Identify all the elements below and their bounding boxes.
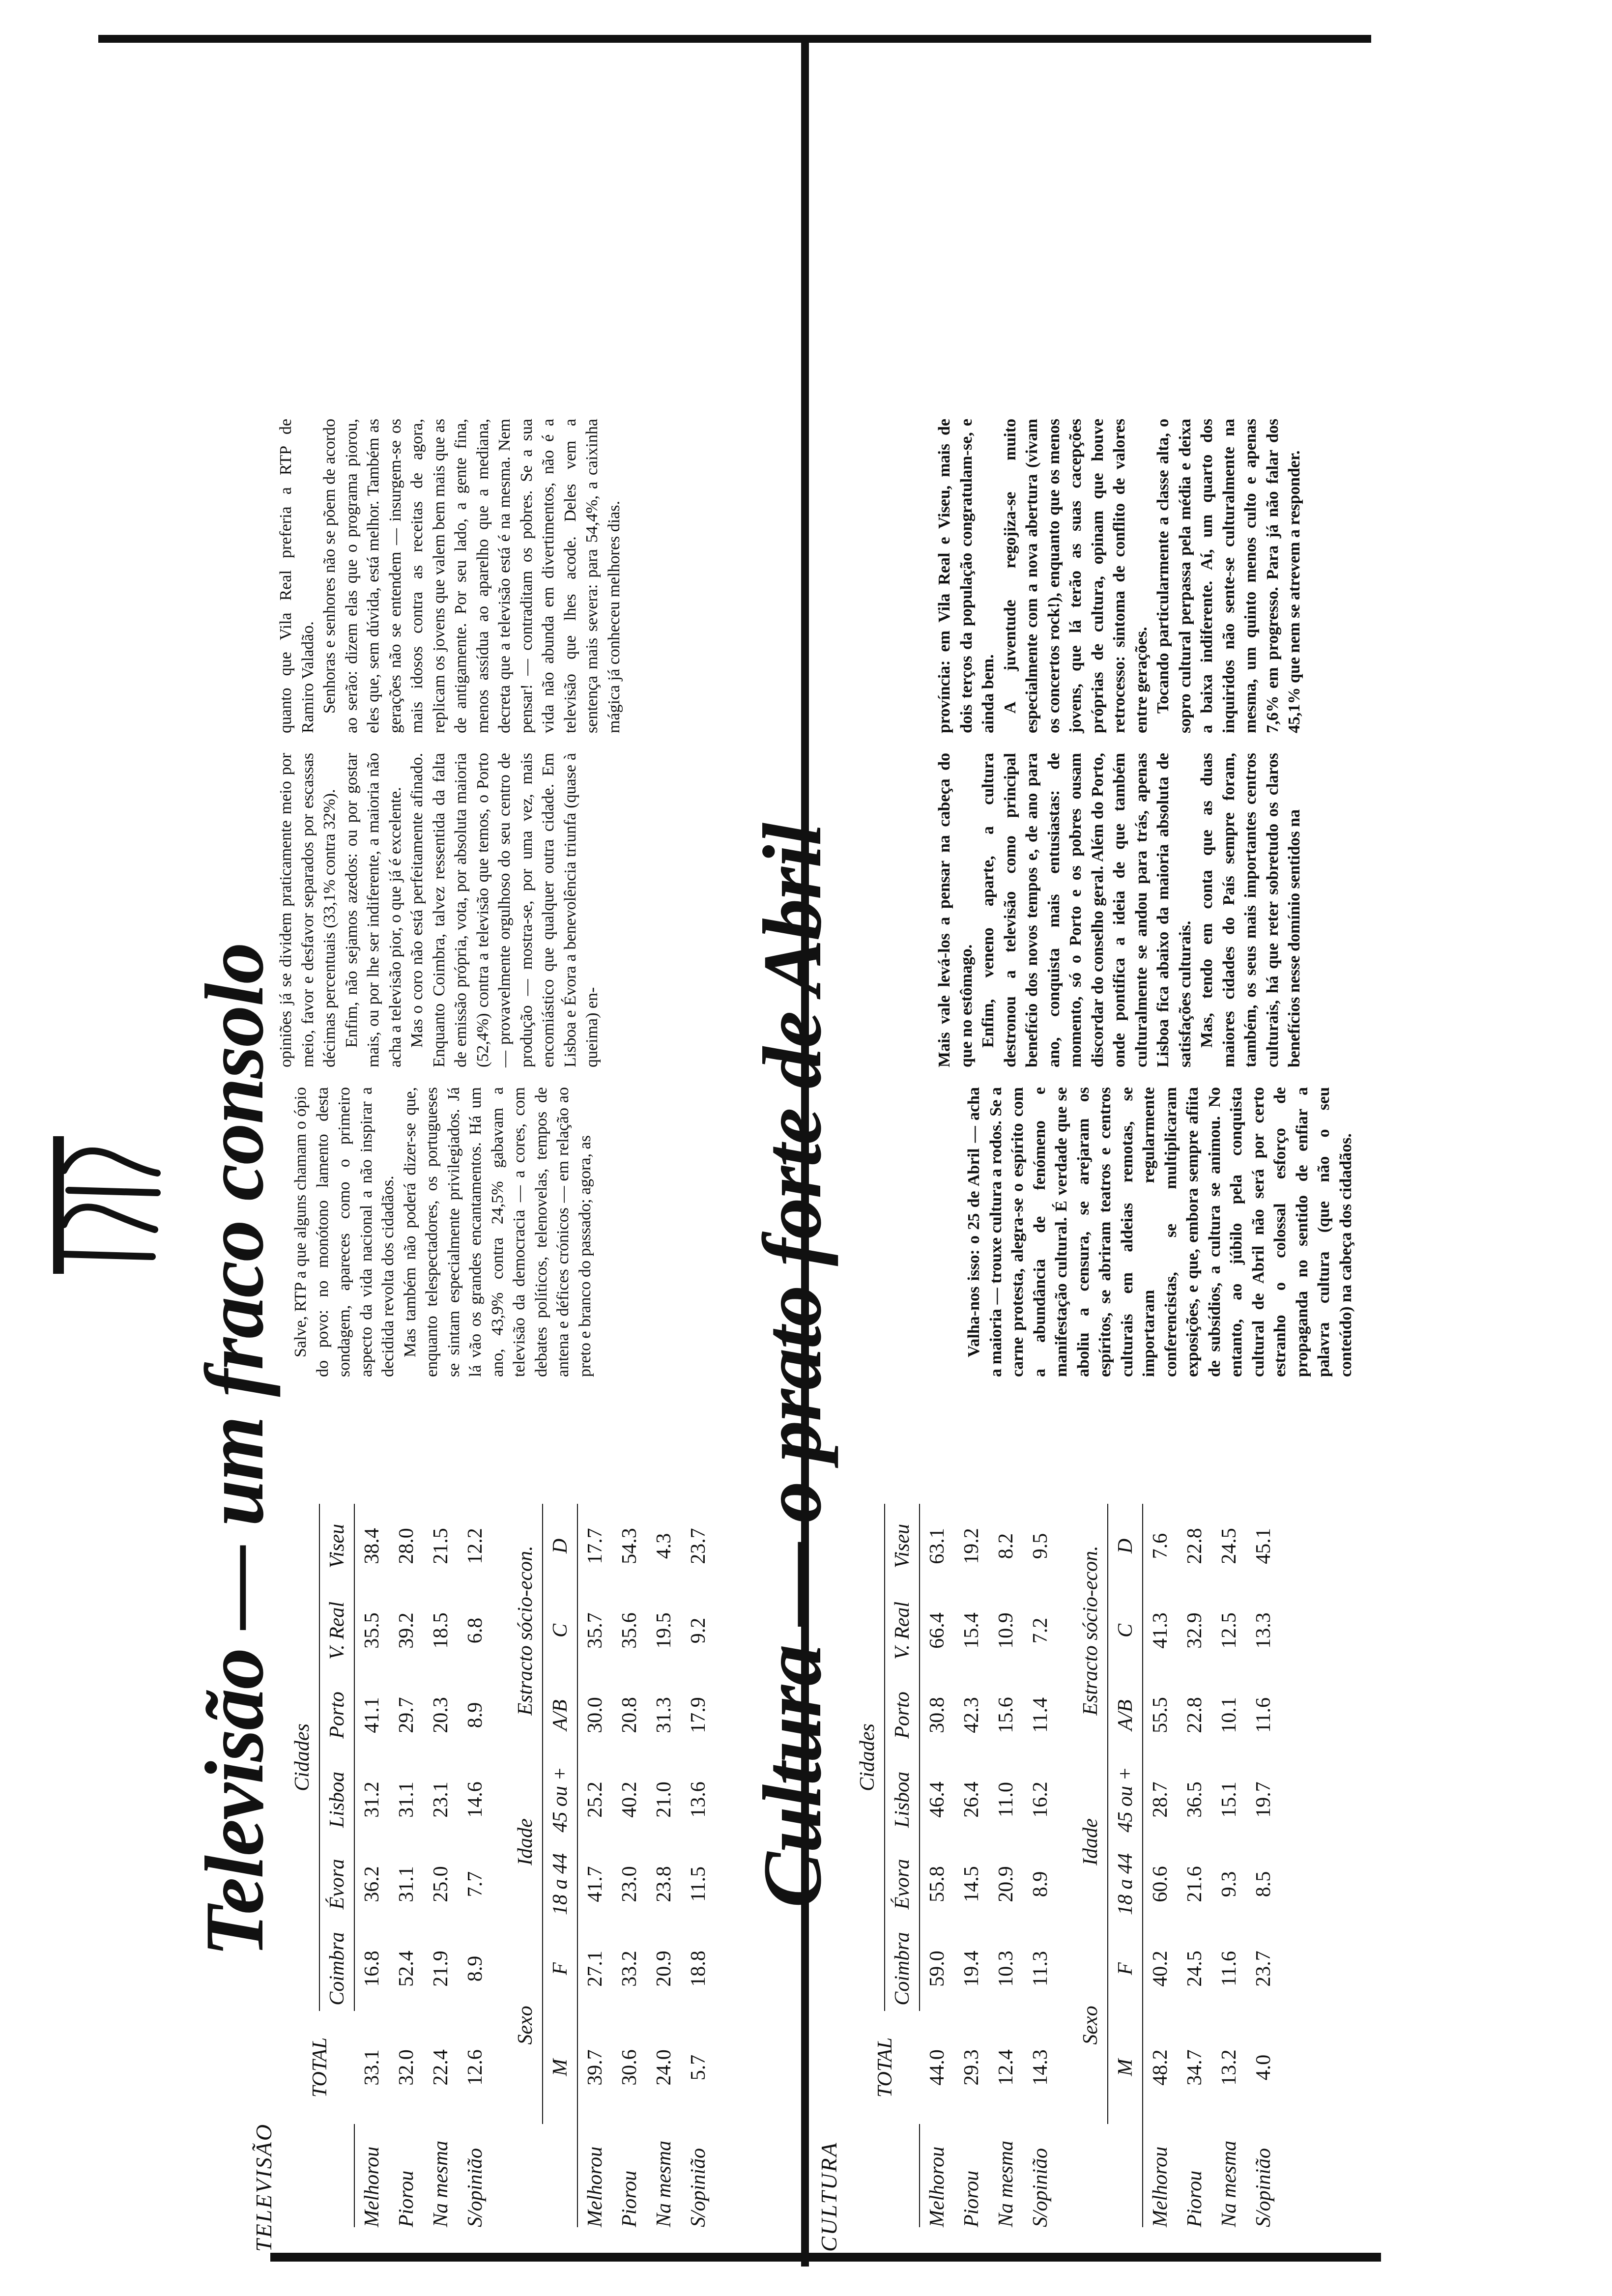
row-label: Na mesma [653, 2140, 675, 2227]
value-cell: 46.4 [926, 1781, 949, 1818]
table-row [1023, 1494, 1058, 2227]
value-cell: 18.8 [687, 1951, 710, 1987]
value-cell: 24.0 [653, 2049, 675, 2086]
tv-headline: Televisão — um fraco consolo [188, 943, 281, 1957]
value-cell: 32.9 [1183, 1612, 1206, 1649]
row-label: Piorou [1183, 2170, 1206, 2227]
culture-demo-columns-row [1108, 1494, 1143, 2227]
total-cell: 44.0 [925, 2049, 949, 2086]
value-cell: 30.8 [926, 1697, 949, 1733]
value-cell: 39.7 [584, 2049, 606, 2086]
value-cell: 7.7 [464, 1871, 487, 1897]
demo-column-header: F [543, 1926, 577, 2011]
table-row [1143, 1494, 1178, 2227]
value-cell: 41.3 [1149, 1612, 1172, 1649]
paragraph: Enfim, veneno aparte, a cultura destronou a televisão como principal benefício dos novos tempos e, de ano para ano, conquista mais entusiastas: de momento, só o Porto e os pobres ousam discordar do conselho geral. Além do Porto, onde pontifica a ideia de que também culturalmente se andou para trás, apenas Lisboa fica abaixo da maioria absoluta de satisfações culturais. [979, 753, 1194, 1067]
table-row [954, 1494, 989, 2227]
tv-city-group-row [285, 1494, 319, 2227]
value-cell: 41.7 [584, 1866, 606, 1902]
value-cell: 9.2 [687, 1617, 710, 1644]
row-label: Na mesma [1218, 2140, 1240, 2227]
value-cell: 45.1 [1252, 1528, 1275, 1564]
value-cell: 20.8 [618, 1697, 641, 1733]
value-cell: 11.3 [1029, 1951, 1052, 1986]
value-cell: 23.7 [687, 1528, 710, 1564]
tv-section-label: TELEVISÃO [251, 2123, 276, 2252]
paragraph: A juventude regojiza-se muito especialmente com a nova abertura (vivam os concertos rock!), enquanto que os menos jovens, que lá terão as suas cacepções próprias de cultura, opinam que houve retrocesso: sintoma de conflito de valores entre gerações. [1001, 419, 1151, 733]
tv-city-header: Viseu [319, 1504, 354, 1588]
value-cell: 8.2 [995, 1533, 1017, 1559]
value-cell: 33.2 [618, 1951, 641, 1987]
tv-city-header: Porto [319, 1673, 354, 1757]
total-cell: 29.3 [960, 2049, 983, 2086]
value-cell: 15.4 [960, 1612, 983, 1649]
culture-city-header: Viseu [885, 1504, 920, 1588]
culture-total-header: TOTAL [873, 2037, 896, 2098]
value-cell: 19.2 [960, 1528, 983, 1564]
value-cell: 28.0 [395, 1528, 418, 1564]
row-label: Na mesma [995, 2140, 1017, 2227]
value-cell: 16.2 [1029, 1781, 1052, 1818]
value-cell: 12.5 [1218, 1612, 1240, 1649]
culture-strata-header: Estracto sócio-econ. [1073, 1504, 1108, 1757]
value-cell: 27.1 [584, 1951, 606, 1987]
paragraph: Mais vale levá-los a pensar na cabeça do que no estômago. [935, 753, 976, 1067]
value-cell: 24.5 [1218, 1528, 1240, 1564]
value-cell: 29.7 [395, 1697, 418, 1733]
table-row [389, 1494, 424, 2227]
culture-city-group-row [850, 1494, 885, 2227]
value-cell: 15.1 [1218, 1781, 1240, 1818]
tv-city-header: V. Real [319, 1588, 354, 1673]
value-cell: 35.5 [361, 1612, 383, 1649]
value-cell: 25.0 [430, 1866, 452, 1902]
demo-column-header: M [543, 2011, 577, 2124]
value-cell: 20.3 [430, 1697, 452, 1733]
row-label: S/opinião [464, 2148, 487, 2227]
value-cell: 7.6 [1149, 1533, 1172, 1559]
value-cell: 10.1 [1218, 1697, 1240, 1733]
value-cell: 8.9 [1029, 1871, 1052, 1897]
value-cell: 8.5 [1252, 1871, 1275, 1897]
paragraph: opiniões já se dividem praticamente meio por meio, favor e desfavor separados por escassas décimas percentuais (33,1% contra 32%). [277, 753, 339, 1067]
top-rule [98, 35, 1371, 43]
paragraph: província: em Vila Real e Viseu, mais de dois terços da população congratulam-se, e ainda bem. [935, 419, 997, 733]
paragraph: quanto que Vila Real preferia a RTP de Ramiro Valadão. [277, 419, 317, 733]
culture-article-column-2 [934, 753, 1306, 1067]
culture-age-header: Idade [1073, 1757, 1108, 1926]
value-cell: 17.7 [584, 1528, 606, 1564]
value-cell: 21.6 [1183, 1866, 1206, 1902]
value-cell: 9.3 [1218, 1871, 1240, 1897]
table-row [424, 1494, 458, 2227]
row-label: Melhorou [926, 2146, 949, 2227]
value-cell: 9.5 [1029, 1533, 1052, 1559]
value-cell: 10.9 [995, 1612, 1017, 1649]
table-row [1178, 1494, 1212, 2227]
table-row [989, 1494, 1023, 2227]
value-cell: 31.1 [395, 1866, 418, 1902]
value-cell: 8.9 [464, 1955, 487, 1982]
table-row [354, 1494, 389, 2227]
value-cell: 20.9 [995, 1866, 1017, 1902]
value-cell: 34.7 [1183, 2049, 1206, 2086]
value-cell: 21.9 [430, 1951, 452, 1987]
value-cell: 66.4 [926, 1612, 949, 1649]
demo-column-header: 18 a 44 [1108, 1842, 1143, 1926]
table-row [681, 1494, 716, 2227]
paragraph: Enfim, não sejamos azedos: ou por gostar mais, ou por lhe ser indiferente, a maioria não acha a televisão pior, o que já é excelente. [342, 753, 404, 1067]
value-cell: 24.5 [1183, 1951, 1206, 1987]
tv-total-header: TOTAL [308, 2037, 331, 2098]
value-cell: 13.2 [1218, 2049, 1240, 2086]
value-cell: 23.8 [653, 1866, 675, 1902]
paragraph: Senhoras e senhores não se põem de acordo ao serão: dizem elas que o programa piorou, eles que, sem dúvida, está melhor. Também as gerações não se entendem — insurgem-se os mais idosos contra as receitas de agora, replicam os jovens que valem bem mais que as de antigamente. Por seu lado, a gente fina, menos assídua ao aparelho que a mediana, decreta que a televisão está é na mesma. Nem pensar! — contraditam os pobres. Se a sua vida não abunda em divertimentos, não é a televisão que lhes acode. Deles vem a sentença mais severa: para 54,4%, a caixinha mágica já conheceu melhores dias. [320, 419, 623, 733]
value-cell: 14.5 [960, 1866, 983, 1902]
culture-city-header: Lisboa [885, 1757, 920, 1842]
value-cell: 55.5 [1149, 1697, 1172, 1733]
value-cell: 35.7 [584, 1612, 606, 1649]
total-cell: 32.0 [395, 2049, 418, 2086]
value-cell: 7.2 [1029, 1617, 1052, 1644]
culture-city-header: Porto [885, 1673, 920, 1757]
tv-article-column-1 [290, 1087, 596, 1377]
value-cell: 5.7 [687, 2054, 710, 2081]
value-cell: 40.2 [618, 1781, 641, 1818]
value-cell: 31.3 [653, 1697, 675, 1733]
value-cell: 42.3 [960, 1697, 983, 1733]
value-cell: 17.9 [687, 1697, 710, 1733]
table-row [1246, 1494, 1281, 2227]
culture-sex-header: Sexo [1073, 1926, 1108, 2124]
table-row [647, 1494, 681, 2227]
culture-city-header: Évora [885, 1842, 920, 1926]
culture-demo-group-row [1073, 1494, 1108, 2227]
row-label: Na mesma [430, 2140, 452, 2227]
value-cell: 35.6 [618, 1612, 641, 1649]
value-cell: 55.8 [926, 1866, 949, 1902]
value-cell: 12.2 [464, 1528, 487, 1564]
demo-column-header: A/B [1108, 1673, 1143, 1757]
value-cell: 4.3 [653, 1533, 675, 1559]
demo-column-header: D [1108, 1504, 1143, 1588]
value-cell: 23.1 [430, 1781, 452, 1818]
value-cell: 16.8 [361, 1951, 383, 1987]
demo-column-header: 45 ou + [1108, 1757, 1143, 1842]
paragraph: Mas também não poderá dizer-se que, enquanto telespectadores, os portugueses se sintam especialmente privilegiados. Já lá vão os grandes encantamentos. Há um ano, 43,9% contra 24,5% gabavam a televisão da democracia — a cores, com debates políticos, telenovelas, tempos de antena e défices crónicos — em relação ao preto e branco do passado; agora, as [401, 1087, 594, 1377]
culture-article-column-1 [963, 1087, 1357, 1377]
value-cell: 11.6 [1252, 1697, 1275, 1733]
paragraph: Valha-nos isso: o 25 de Abril — acha a maioria — trouxe cultura a rodos. Se a carne protesta, alegra-se o espírito com a abundância de fenómeno e manifestação cultural. É verdade que se aboliu a censura, se arejaram os espíritos, se abriram teatros e centros culturais em aldeias remotas, se importaram regularmente conferencistas, se multiplicaram exposições, e que, embora sempre afiita de subsídios, a cultura se animou. No entanto, ao júbilo pela conquista cultural de Abril não será por certo estranho o colossal esforço de propaganda no sentido de enfiar a palavra cultura (que não o seu conteúdo) na cabeça dos cidadãos. [965, 1087, 1355, 1377]
total-cell: 12.4 [995, 2049, 1017, 2086]
demo-column-header: M [1108, 2011, 1143, 2124]
value-cell: 14.6 [464, 1781, 487, 1818]
tv-cities-header: Cidades [285, 1504, 319, 2011]
value-cell: 8.9 [464, 1702, 487, 1728]
tv-stats-table [285, 1494, 716, 2227]
value-cell: 19.7 [1252, 1781, 1275, 1818]
row-label: S/opinião [687, 2148, 710, 2227]
table-row [612, 1494, 647, 2227]
row-label: Melhorou [1149, 2146, 1172, 2227]
tv-city-header: Coimbra [319, 1926, 354, 2011]
value-cell: 20.9 [653, 1951, 675, 1987]
tv-demo-columns-row [543, 1494, 577, 2227]
value-cell: 36.2 [361, 1866, 383, 1902]
value-cell: 6.8 [464, 1617, 487, 1644]
value-cell: 13.3 [1252, 1612, 1275, 1649]
value-cell: 13.6 [687, 1781, 710, 1818]
value-cell: 11.6 [1218, 1951, 1240, 1986]
row-label: Piorou [960, 2170, 983, 2227]
culture-headline: Cultura — o prato forte de Abril [746, 823, 838, 1908]
row-label: Piorou [395, 2170, 418, 2227]
value-cell: 11.4 [1029, 1697, 1052, 1733]
value-cell: 28.7 [1149, 1781, 1172, 1818]
value-cell: 21.0 [653, 1781, 675, 1818]
table-row [920, 1494, 954, 2227]
table-row [1212, 1494, 1246, 2227]
total-cell: 12.6 [464, 2049, 487, 2086]
value-cell: 54.3 [618, 1528, 641, 1564]
tv-city-header: Évora [319, 1842, 354, 1926]
value-cell: 19.4 [960, 1951, 983, 1987]
value-cell: 38.4 [361, 1528, 383, 1564]
value-cell: 11.5 [687, 1866, 710, 1902]
value-cell: 26.4 [960, 1781, 983, 1818]
value-cell: 21.5 [430, 1528, 452, 1564]
table-row [458, 1494, 492, 2227]
total-cell: 33.1 [360, 2049, 383, 2086]
value-cell: 4.0 [1252, 2054, 1275, 2081]
tv-article-column-3 [275, 419, 625, 733]
value-cell: 30.0 [584, 1697, 606, 1733]
culture-article-column-3 [934, 419, 1306, 733]
value-cell: 19.5 [653, 1612, 675, 1649]
value-cell: 23.0 [618, 1866, 641, 1902]
total-cell: 22.4 [430, 2049, 452, 2086]
tv-article-column-2 [275, 753, 604, 1067]
value-cell: 31.2 [361, 1781, 383, 1818]
demo-column-header: A/B [543, 1673, 577, 1757]
culture-stats-table [850, 1494, 1281, 2227]
value-cell: 40.2 [1149, 1951, 1172, 1987]
culture-city-header: V. Real [885, 1588, 920, 1673]
paragraph: Mas, tendo em conta que as duas maiores cidades do País sempre foram, também, os seus mais importantes centros culturais, há que reter sobretudo os claros benefícios nesse domínio sentidos na [1198, 753, 1303, 1067]
value-cell: 25.2 [584, 1781, 606, 1818]
demo-column-header: C [543, 1588, 577, 1673]
row-label: Melhorou [584, 2146, 606, 2227]
culture-city-header: Coimbra [885, 1926, 920, 2011]
paragraph: Mas o coro não está perfeitamente afinado. Enquanto Coimbra, talvez ressentida da falta de emissão própria, vota, por absoluta maioria (52,4%) contra a televisão que temos, o Porto — provavelmente orgulhoso do seu centro de produção — mostra-se, por uma vez, mais encomiástico que qualquer outra cidade. Em Lisboa e Évora a benevolência triunfa (quase à queima) en- [408, 753, 601, 1067]
value-cell: 30.6 [618, 2049, 641, 2086]
tv-sex-header: Sexo [508, 1926, 543, 2124]
culture-section-label: CULTURA [816, 2141, 841, 2252]
demo-column-header: D [543, 1504, 577, 1588]
value-cell: 41.1 [361, 1697, 383, 1733]
value-cell: 59.0 [926, 1951, 949, 1987]
value-cell: 52.4 [395, 1951, 418, 1987]
value-cell: 10.3 [995, 1951, 1017, 1987]
tv-age-header: Idade [508, 1757, 543, 1926]
value-cell: 18.5 [430, 1612, 452, 1649]
demo-column-header: C [1108, 1588, 1143, 1673]
culture-cities-header: Cidades [850, 1504, 885, 2011]
value-cell: 22.8 [1183, 1528, 1206, 1564]
tv-demo-group-row [508, 1494, 543, 2227]
tv-city-header: Lisboa [319, 1757, 354, 1842]
paragraph: Salve, RTP a que alguns chamam o ópio do povo: no monótono lamento desta sondagem, apareces como o primeiro aspecto da vida nacional a não inspirar a decidida revolta dos cidadãos. [291, 1087, 397, 1377]
value-cell: 22.8 [1183, 1697, 1206, 1733]
table-row [577, 1494, 612, 2227]
row-label: S/opinião [1252, 2148, 1275, 2227]
value-cell: 11.0 [995, 1782, 1017, 1817]
value-cell: 39.2 [395, 1612, 418, 1649]
total-cell: 14.3 [1029, 2049, 1052, 2086]
demo-column-header: 18 a 44 [543, 1842, 577, 1926]
paragraph: Tocando particularmente a classe alta, o sopro cultural perpassa pela média e deixa a baixa indiferente. Aí, um quarto dos inquiridos não sente-se culturalmente na mesma, um quinto menos culto e apenas 7,6% em progresso. Para já não falar dos 45,1% que nem se atrevem a responder. [1154, 419, 1303, 733]
value-cell: 36.5 [1183, 1781, 1206, 1818]
value-cell: 31.1 [395, 1781, 418, 1818]
tv-strata-header: Estracto sócio-econ. [508, 1504, 543, 1757]
demo-column-header: 45 ou + [543, 1757, 577, 1842]
row-label: Piorou [618, 2170, 641, 2227]
demo-column-header: F [1108, 1926, 1143, 2011]
value-cell: 60.6 [1149, 1866, 1172, 1902]
value-cell: 23.7 [1252, 1951, 1275, 1987]
row-label: Melhorou [361, 2146, 383, 2227]
value-cell: 63.1 [926, 1528, 949, 1564]
handwritten-mark-1974 [44, 1126, 162, 1284]
value-cell: 48.2 [1149, 2049, 1172, 2086]
value-cell: 15.6 [995, 1697, 1017, 1733]
row-label: S/opinião [1029, 2148, 1052, 2227]
left-rule [270, 2253, 1381, 2262]
